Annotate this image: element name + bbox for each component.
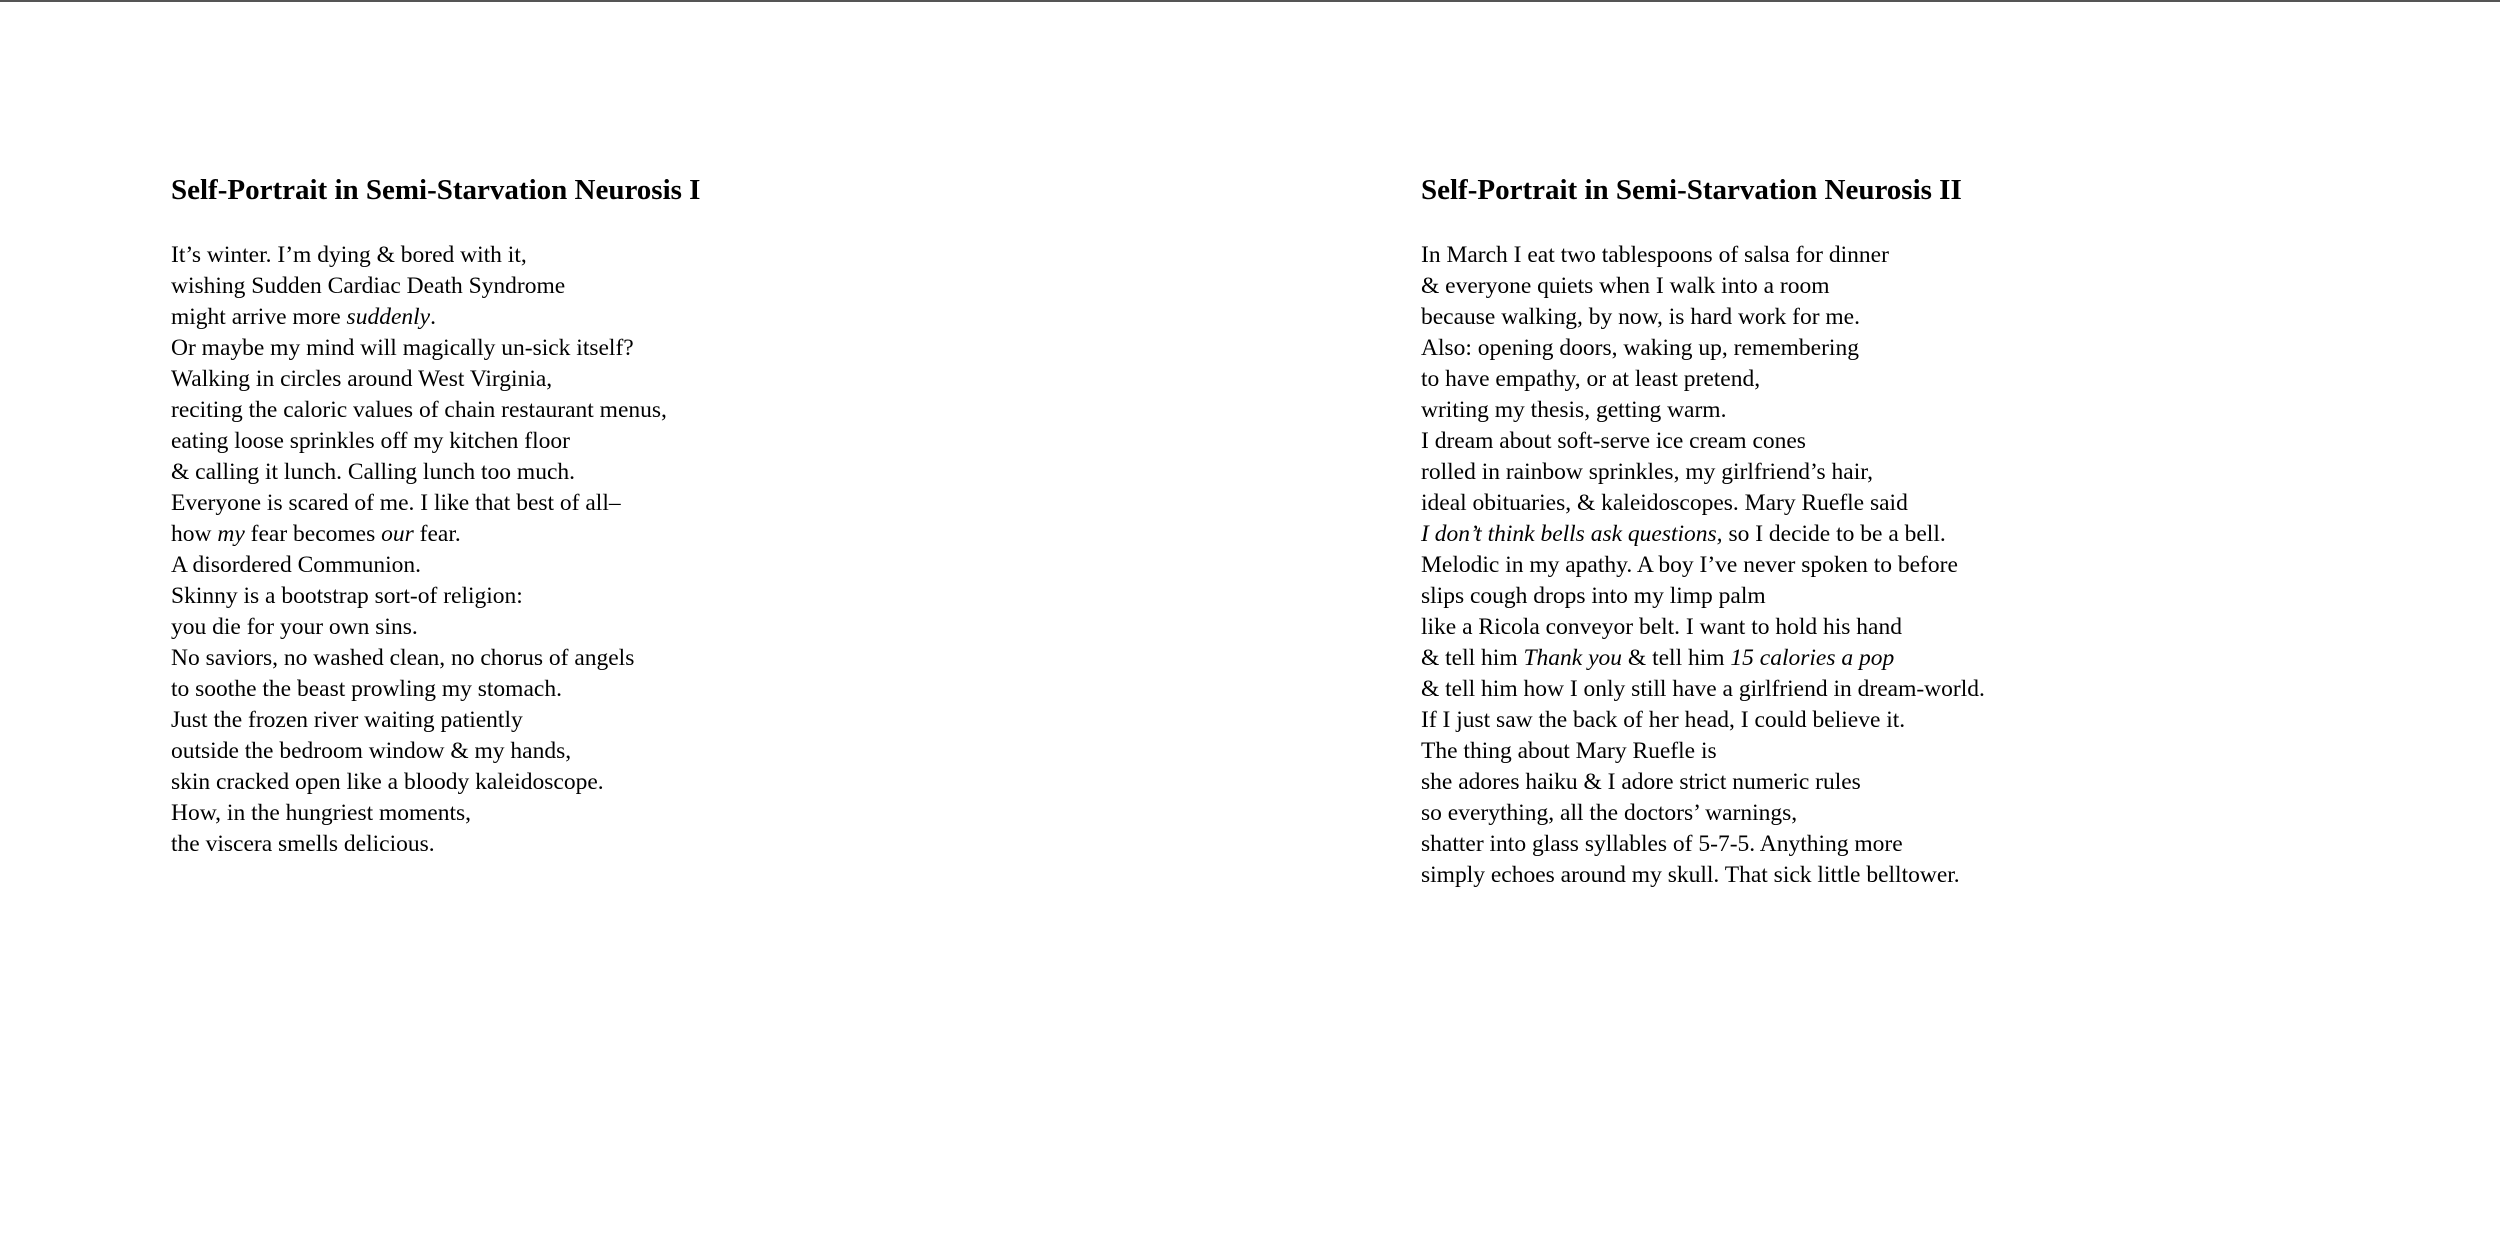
poem-line: Also: opening doors, waking up, remembering: [1421, 335, 1859, 361]
poem-line: like a Ricola conveyor belt. I want to hold his hand: [1421, 614, 1902, 640]
poem-line: to soothe the beast prowling my stomach.: [171, 676, 562, 702]
poem-line: to have empathy, or at least pretend,: [1421, 366, 1761, 392]
poem-line: I don’t think bells ask questions, so I decide to be a bell.: [1421, 521, 1946, 547]
poem-one: [171, 170, 700, 860]
poem-line: If I just saw the back of her head, I could believe it.: [1421, 707, 1906, 733]
poem-line: & tell him Thank you & tell him 15 calories a pop: [1421, 645, 1895, 671]
poem-line: & everyone quiets when I walk into a room: [1421, 273, 1830, 299]
poem-line: so everything, all the doctors’ warnings,: [1421, 800, 1798, 826]
poem-line: A disordered Communion.: [171, 552, 421, 578]
poem-line: The thing about Mary Ruefle is: [1421, 738, 1717, 764]
poem-line: It’s winter. I’m dying & bored with it,: [171, 242, 527, 268]
poem-one-body: [171, 240, 700, 860]
poem-two-title: Self-Portrait in Semi-Starvation Neurosis II: [1421, 174, 1962, 206]
poem-line: skin cracked open like a bloody kaleidoscope.: [171, 769, 604, 795]
top-divider: [0, 0, 2500, 2]
poem-two: [1421, 170, 1985, 891]
poem-line: ideal obituaries, & kaleidoscopes. Mary Ruefle said: [1421, 490, 1908, 516]
poem-line: rolled in rainbow sprinkles, my girlfriend’s hair,: [1421, 459, 1873, 485]
poem-line: how my fear becomes our fear.: [171, 521, 461, 547]
poem-line: Everyone is scared of me. I like that best of all–: [171, 490, 621, 516]
poem-line: & tell him how I only still have a girlfriend in dream-world.: [1421, 676, 1985, 702]
poem-line: you die for your own sins.: [171, 614, 418, 640]
poem-line: Walking in circles around West Virginia,: [171, 366, 553, 392]
poem-line: wishing Sudden Cardiac Death Syndrome: [171, 273, 566, 299]
poem-line: Or maybe my mind will magically un-sick itself?: [171, 335, 634, 361]
poem-line: Skinny is a bootstrap sort-of religion:: [171, 583, 523, 609]
poem-line: Just the frozen river waiting patiently: [171, 707, 523, 733]
poem-two-body: [1421, 240, 1985, 891]
poem-line: reciting the caloric values of chain restaurant menus,: [171, 397, 667, 423]
poem-line: No saviors, no washed clean, no chorus of angels: [171, 645, 635, 671]
poem-line: writing my thesis, getting warm.: [1421, 397, 1727, 423]
poem-one-title: Self-Portrait in Semi-Starvation Neurosis I: [171, 174, 701, 206]
poem-line: because walking, by now, is hard work for me.: [1421, 304, 1860, 330]
poem-line: In March I eat two tablespoons of salsa for dinner: [1421, 242, 1889, 268]
poem-line: eating loose sprinkles off my kitchen floor: [171, 428, 570, 454]
poem-line: might arrive more suddenly.: [171, 304, 436, 330]
poem-line: she adores haiku & I adore strict numeric rules: [1421, 769, 1861, 795]
poem-line: simply echoes around my skull. That sick little belltower.: [1421, 862, 1960, 888]
poem-line: slips cough drops into my limp palm: [1421, 583, 1766, 609]
poem-line: shatter into glass syllables of 5-7-5. Anything more: [1421, 831, 1903, 857]
poem-line: How, in the hungriest moments,: [171, 800, 472, 826]
poem-line: I dream about soft-serve ice cream cones: [1421, 428, 1806, 454]
poem-line: the viscera smells delicious.: [171, 831, 435, 857]
poem-line: Melodic in my apathy. A boy I’ve never spoken to before: [1421, 552, 1958, 578]
poem-line: outside the bedroom window & my hands,: [171, 738, 572, 764]
poem-line: & calling it lunch. Calling lunch too much.: [171, 459, 576, 485]
